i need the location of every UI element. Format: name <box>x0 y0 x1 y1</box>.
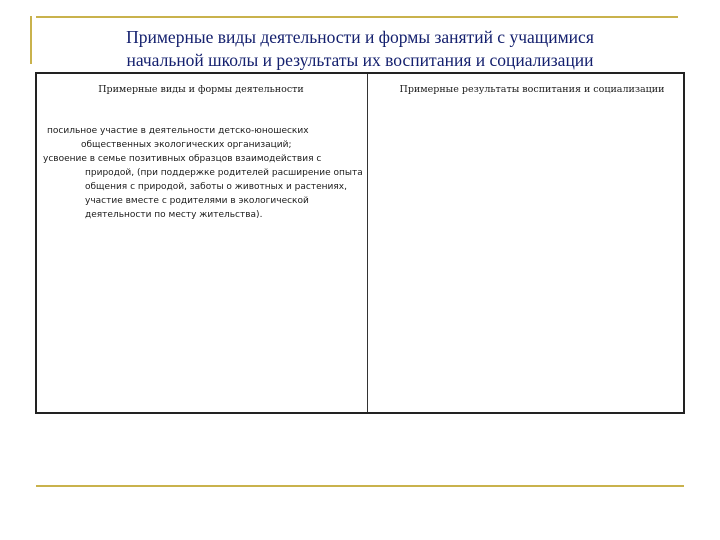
activity-paragraph-2: усвоение в семье позитивных образцов взаимодействия с природой, (при поддержке родителей расширение опыта общения с природой, заботы о животных и растениях, участие вместе с родителями в экологической деятельности по месту жительства). <box>43 154 363 220</box>
bottom-accent-rule <box>36 485 684 487</box>
activity-paragraph-1: посильное участие в деятельности детско-юношеских общественных экологических организаций; <box>47 126 309 150</box>
slide-title <box>40 26 680 72</box>
activities-results-table <box>35 72 685 414</box>
activities-cell <box>41 124 365 222</box>
header-results: Примерные результаты воспитания и социализации <box>399 84 665 95</box>
column-divider <box>367 74 368 412</box>
slide-title-line-2: начальной школы и результаты их воспитания и социализации <box>126 50 594 70</box>
left-accent-rule <box>30 16 32 64</box>
slide-title-line-1: Примерные виды деятельности и формы занятий с учащимися <box>126 27 594 47</box>
header-activities: Примерные виды и формы деятельности <box>98 84 304 95</box>
top-accent-rule <box>36 16 678 18</box>
